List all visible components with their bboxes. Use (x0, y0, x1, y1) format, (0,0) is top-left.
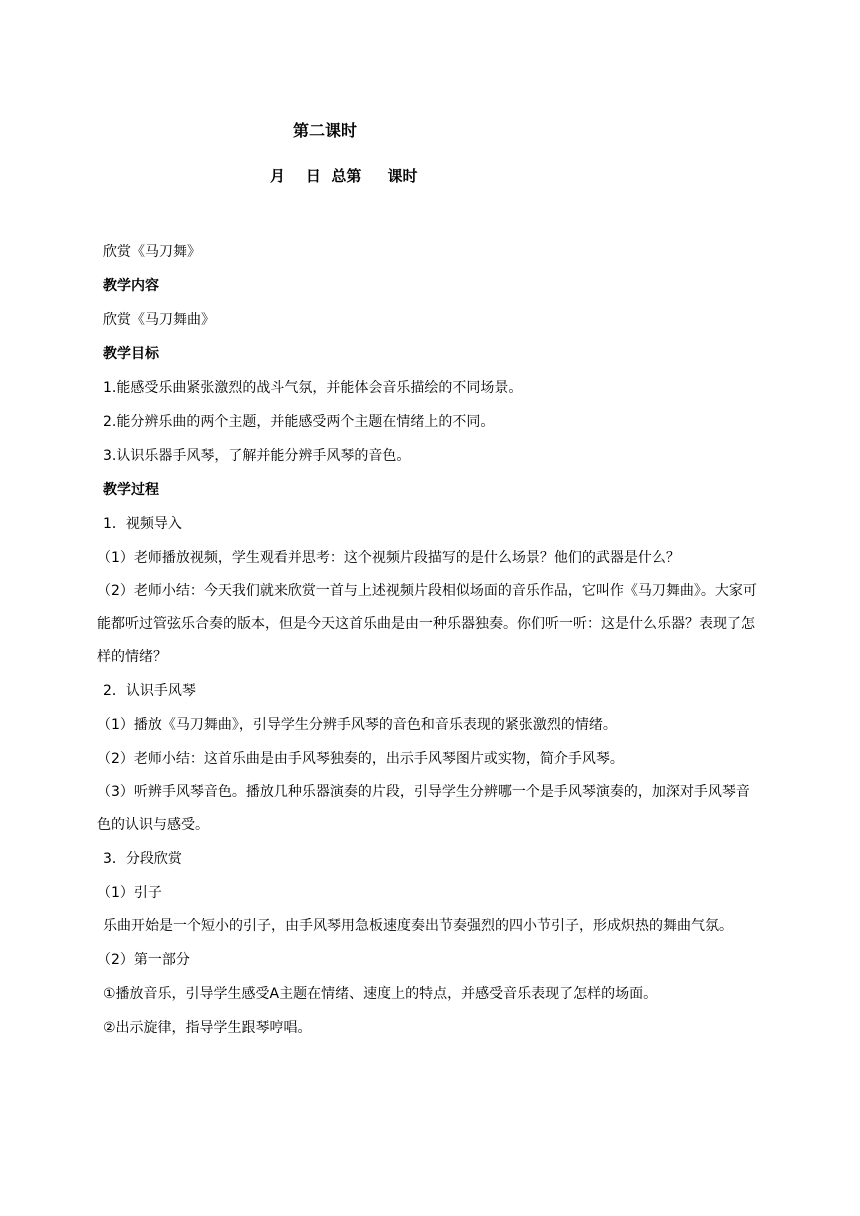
paragraph: （1）播放《马刀舞曲》，引导学生分辨手风琴的音色和音乐表现的紧张激烈的情绪。 (97, 717, 617, 733)
paragraph: （3）听辨手风琴音色。播放几种乐器演奏的片段，引导学生分辨哪一个是手风琴演奏的，加深对手风琴音色的认识与感受。 (97, 784, 750, 833)
paragraph: 欣赏《马刀舞》 (103, 244, 201, 260)
dateline: 月 日 总第 课时 (270, 167, 418, 185)
paragraph: （1）引子 (97, 885, 162, 901)
paragraph: （2）老师小结：今天我们就来欣赏一首与上述视频片段相似场面的音乐作品，它叫作《马刀舞曲》。大家可能都听过管弦乐合奏的版本，但是今天这首乐曲是由一种乐器独奏。你们听一听：这是什么乐器？表现了怎样的情绪？ (97, 583, 757, 665)
step-heading: 2．认识手风琴 (103, 683, 196, 699)
page-title: 第二课时 (293, 121, 358, 140)
step-heading: 1．视频导入 (103, 516, 182, 532)
paragraph: （1）老师播放视频，学生观看并思考：这个视频片段描写的是什么场景？他们的武器是什么？ (97, 550, 680, 566)
list-item: 1.能感受乐曲紧张激烈的战斗气氛，并能体会音乐描绘的不同场景。 (103, 380, 523, 396)
paragraph: ②出示旋律，指导学生跟琴哼唱。 (103, 1020, 312, 1036)
section-heading: 教学内容 (103, 278, 159, 294)
section-heading: 教学目标 (103, 346, 159, 362)
document-body (97, 241, 763, 1051)
paragraph: （2）第一部分 (97, 952, 190, 968)
step-heading: 3．分段欣赏 (103, 851, 182, 867)
paragraph: ①播放音乐，引导学生感受A主题在情绪、速度上的特点，并感受音乐表现了怎样的场面。 (103, 986, 658, 1002)
list-item: 2.能分辨乐曲的两个主题，并能感受两个主题在情绪上的不同。 (103, 414, 495, 430)
paragraph: （2）老师小结：这首乐曲是由手风琴独奏的，出示手风琴图片或实物，简介手风琴。 (97, 751, 624, 767)
section-heading: 教学过程 (103, 482, 159, 498)
list-item: 3.认识乐器手风琴，了解并能分辨手风琴的音色。 (103, 448, 411, 464)
paragraph: 乐曲开始是一个短小的引子，由手风琴用急板速度奏出节奏强烈的四小节引子，形成炽热的舞曲气氛。 (103, 918, 733, 934)
paragraph: 欣赏《马刀舞曲》 (103, 312, 215, 328)
